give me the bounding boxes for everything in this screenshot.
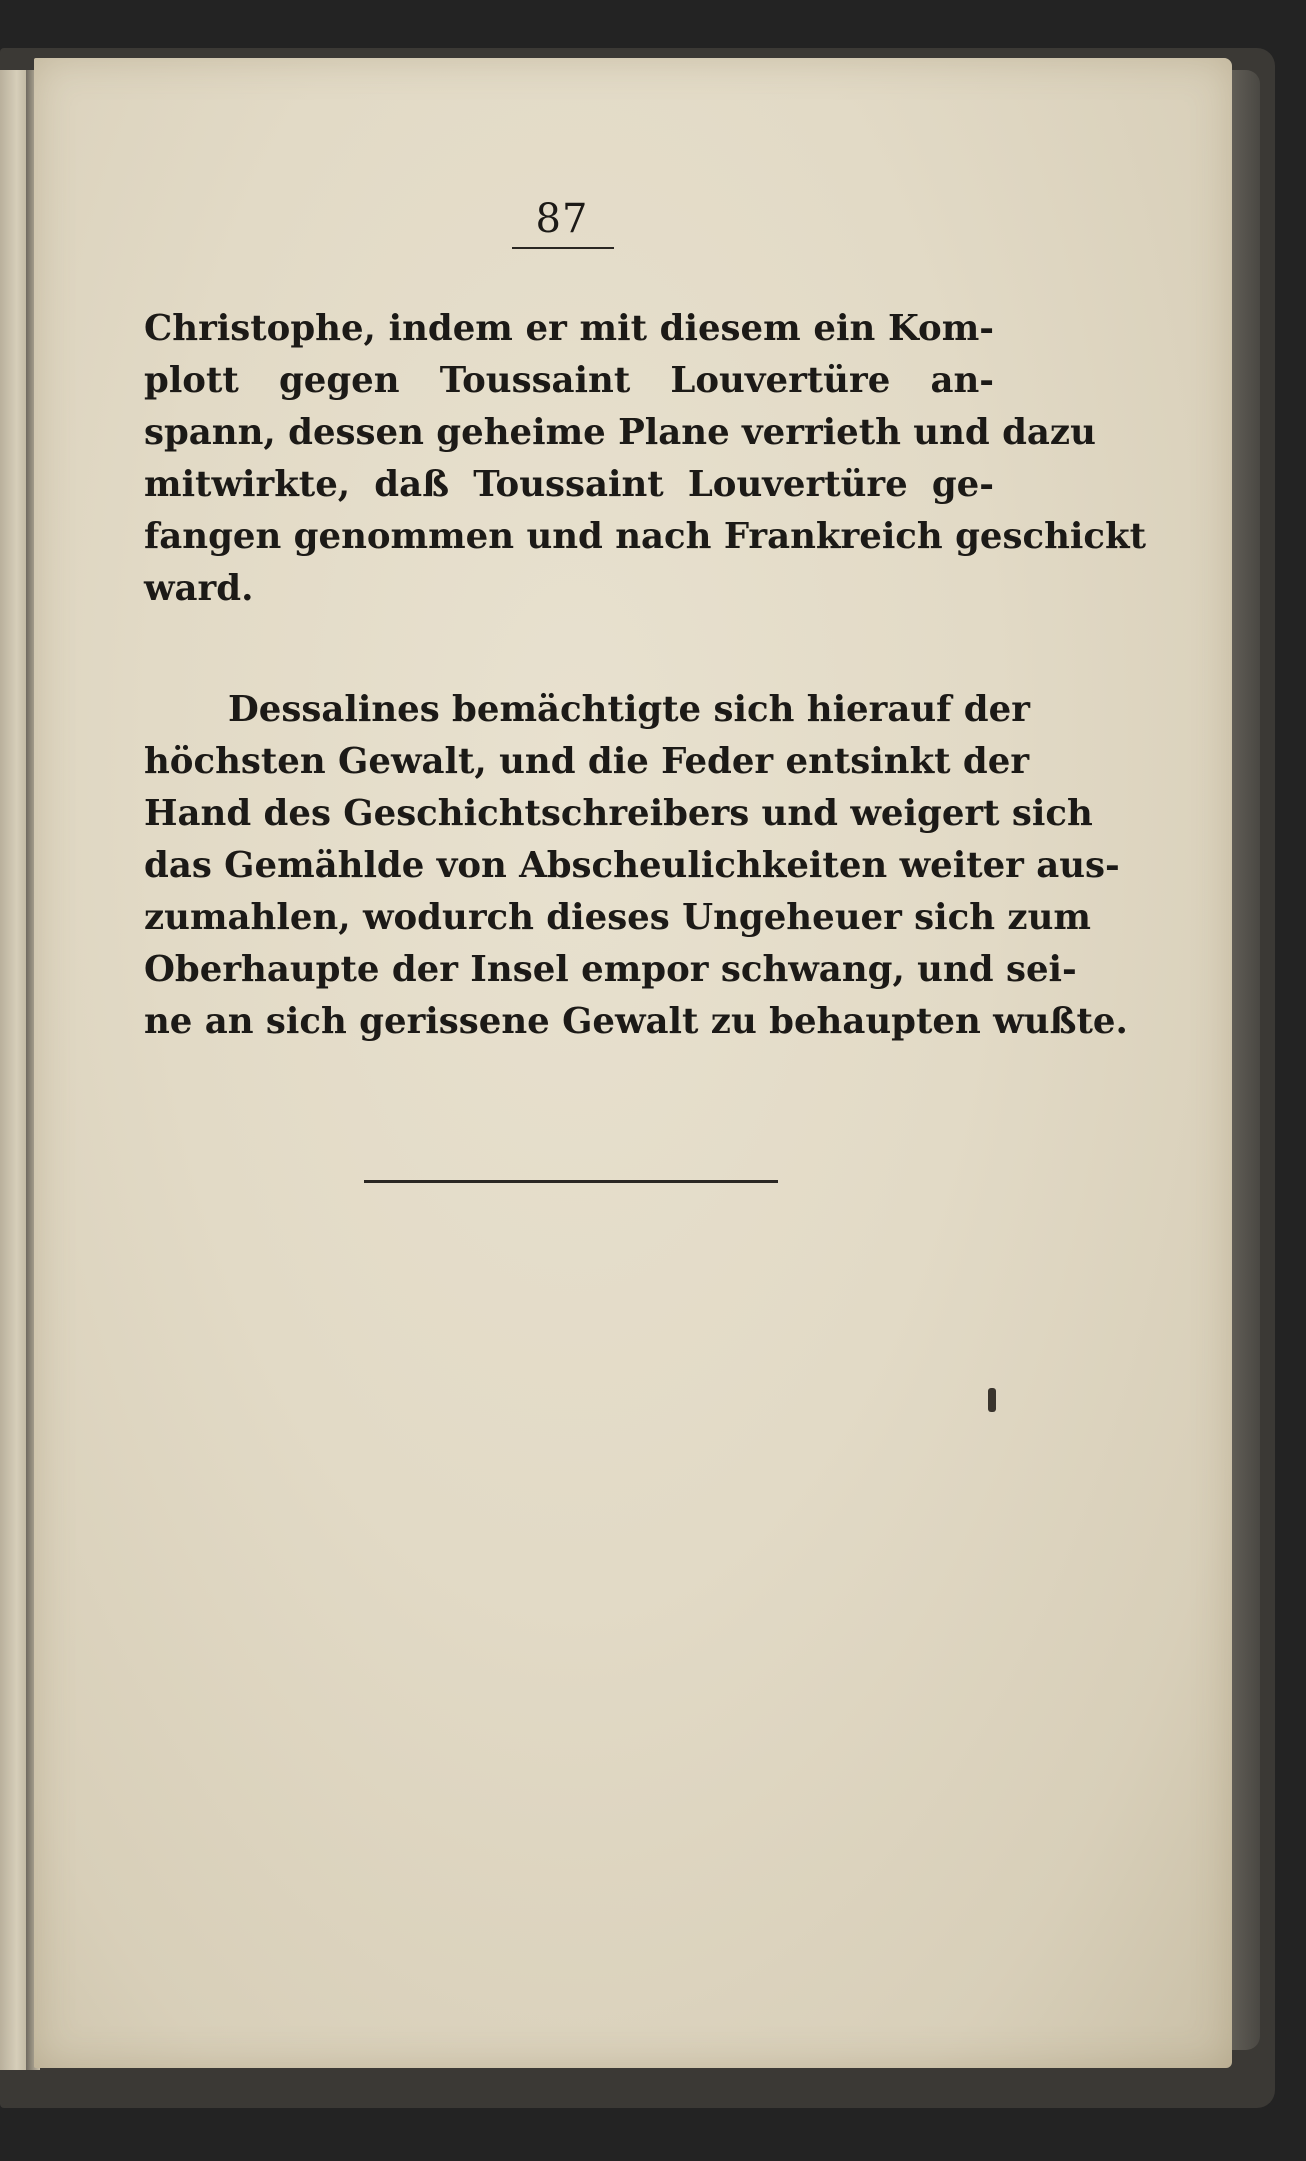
page-number: 87 (535, 196, 589, 242)
text-line: höchsten Gewalt, und die Feder entsinkt der (144, 741, 1030, 782)
text-line: Hand des Geschichtschreibers und weigert sich (144, 793, 1093, 834)
text-line: plott gegen Toussaint Louvertüre an- (144, 360, 994, 401)
text-line: fangen genommen und nach Frankreich geschickt (144, 516, 1147, 557)
text-line: mitwirkte, daß Toussaint Louvertüre ge- (144, 464, 994, 505)
paragraph-1 (144, 303, 1147, 615)
text-line: ward. (144, 568, 254, 609)
paragraph-2 (144, 684, 1128, 1048)
text-line: Oberhaupte der Insel empor schwang, und sei- (144, 949, 1077, 990)
text-line: ne an sich gerissene Gewalt zu behaupten wußte. (144, 1001, 1128, 1042)
section-end-rule (364, 1180, 778, 1183)
page-number-underline (512, 247, 614, 249)
text-line: Dessalines bemächtigte sich hierauf der (228, 689, 1030, 730)
text-line: spann, dessen geheime Plane verrieth und dazu (144, 412, 1096, 453)
text-line: Christophe, indem er mit diesem ein Kom- (144, 308, 994, 349)
ink-smudge (988, 1388, 996, 1412)
text-line: zumahlen, wodurch dieses Ungeheuer sich zum (144, 897, 1091, 938)
text-line: das Gemählde von Abscheulichkeiten weiter aus- (144, 845, 1120, 886)
previous-page-edge (0, 70, 28, 2070)
